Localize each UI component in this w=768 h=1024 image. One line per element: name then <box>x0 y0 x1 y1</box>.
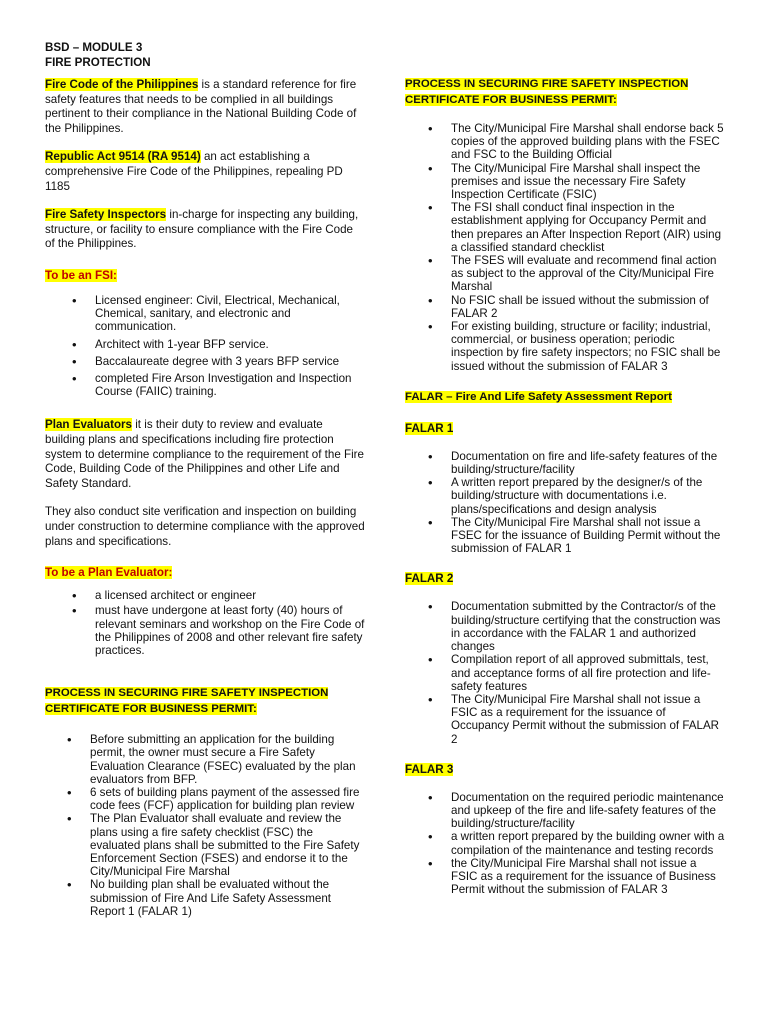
list-item-text: a written report prepared by the building owner with a compilation of the maintenance and testing records <box>451 830 725 857</box>
fsi-text: in-charge for inspecting any building, structure, or facility to ensure compliance with the Fire Code of the Philippines. <box>45 208 359 251</box>
bullet-icon: • <box>428 160 433 176</box>
list-item <box>45 812 365 878</box>
falar2-heading-wrap <box>405 569 725 587</box>
list-item-text: a licensed architect or engineer <box>95 589 257 603</box>
process-heading-left-line2: CERTIFICATE FOR BUSINESS PERMIT: <box>45 703 257 716</box>
bullet-icon: • <box>72 370 77 386</box>
list-item-text: Documentation submitted by the Contractor/s of the building/structure certifying that the construction was in accordance with the FALAR 1 and authorized changes <box>451 600 721 654</box>
plan-evaluators-term: Plan Evaluators <box>45 418 132 432</box>
list-item-text: 6 sets of building plans payment of the assessed fire code fees (FCF) application for building plan review <box>90 785 360 813</box>
falar3-heading: FALAR 3 <box>405 762 454 776</box>
list-item-text: Baccalaureate degree with 3 years BFP service <box>95 354 340 368</box>
bullet-icon: • <box>428 691 433 707</box>
ra9514-text: an act establishing a comprehensive Fire Code of the Philippines, repealing PD 1185 <box>45 150 343 193</box>
bullet-icon: • <box>428 855 433 871</box>
bullet-icon: • <box>67 732 72 748</box>
list-item-text: Before submitting an application for the building permit, the owner must secure a Fire Safety Evaluation Clearance (FSEC) evaluated by the plan evaluators from BFP. <box>90 733 356 786</box>
bullet-icon: • <box>72 588 77 604</box>
ra9514-term: Republic Act 9514 (RA 9514) <box>45 150 201 164</box>
falar3-list <box>405 791 725 897</box>
list-item <box>405 830 725 856</box>
bullet-icon: • <box>428 829 433 845</box>
bullet-icon: • <box>428 599 433 615</box>
module-subtitle: FIRE PROTECTION <box>45 56 151 69</box>
list-item <box>45 372 365 398</box>
ra9514-paragraph <box>45 150 365 194</box>
list-item <box>405 791 725 831</box>
bullet-icon: • <box>428 292 433 308</box>
bullet-icon: • <box>72 353 77 369</box>
falar2-heading: FALAR 2 <box>405 572 454 586</box>
list-item-text: No building plan shall be evaluated without the submission of Fire And Life Safety Assessment Report 1 (FALAR 1) <box>90 878 332 918</box>
list-item <box>405 857 725 897</box>
bullet-icon: • <box>67 811 72 827</box>
list-item-text: Architect with 1-year BFP service. <box>95 337 269 351</box>
fsi-heading-wrap <box>45 266 365 284</box>
list-item-text: The City/Municipal Fire Marshal shall not issue a FSIC as a requirement for the issuance of Occupancy Permit without the submission of FALAR 2 <box>451 692 720 746</box>
process-heading-right-line1: PROCESS IN SECURING FIRE SAFETY INSPECTION <box>405 78 689 90</box>
list-item-text: A written report prepared by the designer/s of the building/structure with documentations i.e. plans/specifications and design analysis <box>451 476 703 516</box>
fsi-paragraph <box>45 208 365 252</box>
list-item <box>405 653 725 693</box>
list-item-text: The City/Municipal Fire Marshal shall not issue a FSEC for the issuance of Building Permit without the submission of FALAR 1 <box>451 515 721 556</box>
list-item-text: Compilation report of all approved submittals, test, and acceptance forms of all fire protection and life-safety features <box>451 653 711 693</box>
plan-evaluators-text: it is their duty to review and evaluate building plans and specifications including fire protection system to determine compliance to the requirement of the Fire Code, Building Code of the Philippines and other Life and Safety Standard. <box>45 418 364 490</box>
bullet-icon: • <box>428 514 433 530</box>
list-item <box>405 201 725 254</box>
list-item-text: For existing building, structure or facility; industrial, commercial, or business operation; periodic inspection by fire safety inspectors; no FSIC shall be issued without the submission of FALAR 3 <box>451 320 721 373</box>
bullet-icon: • <box>67 784 72 800</box>
falar3-heading-wrap <box>405 760 725 778</box>
list-item-text: No FSIC shall be issued without the submission of FALAR 2 <box>451 293 709 320</box>
list-item <box>405 162 725 202</box>
left-column <box>45 0 365 918</box>
falar1-list <box>405 450 725 556</box>
list-item <box>405 693 725 746</box>
bullet-icon: • <box>67 877 72 893</box>
module-title: BSD – MODULE 3 <box>45 41 143 54</box>
fire-code-term: Fire Code of the Philippines <box>45 78 199 91</box>
falar1-heading: FALAR 1 <box>405 421 454 435</box>
bullet-icon: • <box>72 292 77 308</box>
falar-heading: FALAR – Fire And Life Safety Assessment Report <box>405 390 672 403</box>
list-item <box>405 516 725 556</box>
bullet-icon: • <box>428 448 433 464</box>
site-verification-paragraph: They also conduct site verification and inspection on building under construction to determine compliance with the approved plans and specifications. <box>45 505 365 548</box>
fire-code-text: is a standard reference for fire safety features that needs to be complied in all buildings pertinent to their compliance in the National Building Code of the Philippines. <box>45 78 357 135</box>
list-item-text: completed Fire Arson Investigation and Inspection Course (FAIIC) training. <box>95 371 352 399</box>
list-item-text: Documentation on the required periodic maintenance and upkeep of the fire and life-safety features of the building/structure/facility <box>451 790 724 831</box>
process-steps-left-list <box>45 733 365 918</box>
doc-header <box>45 40 365 70</box>
list-item-text: The Plan Evaluator shall evaluate and review the plans using a fire safety checklist (FSC) the evaluated plans shall be submitted to the Fire Safety Enforcement Section (FSES) and endorse it to the City/Municipal Fire Marshal <box>90 812 360 879</box>
fire-code-paragraph <box>45 78 365 136</box>
list-item <box>45 294 365 334</box>
list-item <box>45 604 365 657</box>
bullet-icon: • <box>428 121 433 136</box>
list-item-text: must have undergone at least forty (40) hours of relevant seminars and workshop on the Fire Code of the Philippines of 2008 and other relevant fire safety practices. <box>95 604 365 657</box>
list-item-text: The FSES will evaluate and recommend final action as subject to the approval of the City/Municipal Fire Marshal <box>451 254 717 294</box>
list-item <box>405 600 725 653</box>
falar-heading-wrap <box>405 387 725 405</box>
list-item <box>405 294 725 320</box>
fsi-heading: To be an FSI: <box>45 268 117 282</box>
bullet-icon: • <box>428 253 433 269</box>
bullet-icon: • <box>72 603 77 619</box>
list-item-text: Documentation on fire and life-safety features of the building/structure/facility <box>451 449 718 477</box>
list-item-text: The City/Municipal Fire Marshal shall inspect the premises and issue the necessary Fire Safety Inspection Certificate (FSIC) <box>451 161 701 202</box>
process-heading-right <box>405 76 725 108</box>
list-item <box>405 254 725 294</box>
bullet-icon: • <box>428 652 433 668</box>
bullet-icon: • <box>428 319 433 335</box>
list-item <box>45 786 365 812</box>
process-heading-right-line2: CERTIFICATE FOR BUSINESS PERMIT: <box>405 94 617 106</box>
bullet-icon: • <box>72 336 77 352</box>
bullet-icon: • <box>428 789 433 805</box>
list-item <box>45 878 365 918</box>
fsi-term: Fire Safety Inspectors <box>45 208 167 222</box>
right-column <box>405 0 725 896</box>
list-item <box>405 450 725 476</box>
falar2-list <box>405 600 725 745</box>
pe-heading-wrap <box>45 563 365 581</box>
plan-evaluators-paragraph <box>45 418 365 491</box>
list-item-text: the City/Municipal Fire Marshal shall not issue a FSIC as a requirement for the issuance of Business Permit without the submission of FALAR 3 <box>451 856 716 897</box>
list-item <box>45 589 365 602</box>
bullet-icon: • <box>428 200 433 216</box>
list-item <box>45 733 365 786</box>
list-item <box>405 476 725 516</box>
bullet-icon: • <box>428 475 433 491</box>
process-heading-left <box>45 685 365 717</box>
list-item-text: The FSI shall conduct final inspection in the establishment applying for Occupancy Permit and then prepares an After Inspection Report (AIR) using a classified standard checklist <box>451 201 722 254</box>
list-item <box>405 122 725 162</box>
process-heading-left-line1: PROCESS IN SECURING FIRE SAFETY INSPECTION <box>45 687 329 700</box>
list-item <box>45 338 365 351</box>
plan-evaluator-heading: To be a Plan Evaluator: <box>45 566 173 580</box>
fsi-requirements-list <box>45 294 365 398</box>
process-steps-right-list <box>405 122 725 373</box>
falar1-heading-wrap <box>405 419 725 437</box>
list-item-text: Licensed engineer: Civil, Electrical, Mechanical, Chemical, sanitary, and electronic and communication. <box>95 293 340 334</box>
plan-evaluator-requirements-list <box>45 589 365 657</box>
list-item <box>405 320 725 373</box>
list-item-text: The City/Municipal Fire Marshal shall endorse back 5 copies of the approved building plans with the FSEC and FSC to the Building Official <box>451 122 724 162</box>
list-item <box>45 355 365 368</box>
